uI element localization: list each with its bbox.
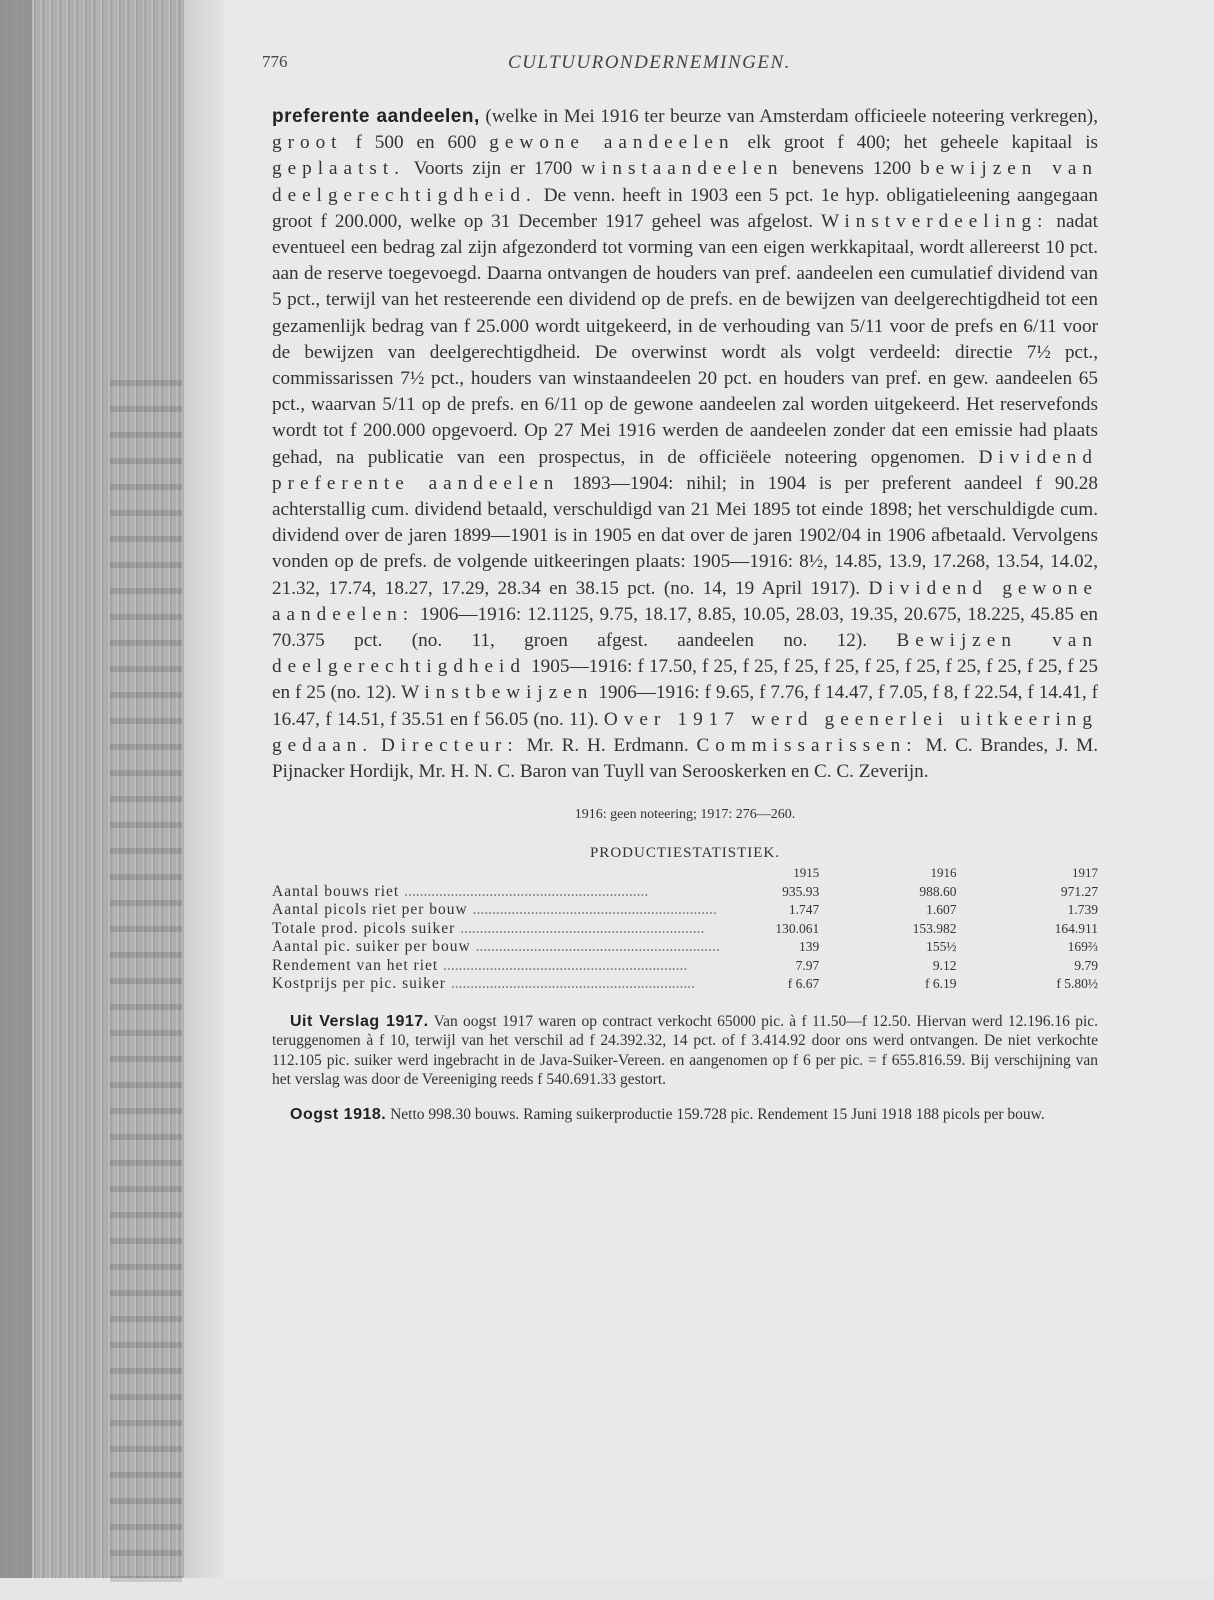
cell-value: 169⅔ xyxy=(1067,939,1098,955)
row-label xyxy=(272,957,720,976)
spaced-term: Winstbewijzen xyxy=(401,682,594,704)
spaced-term: Dividend gewone aandeelen: xyxy=(272,577,1098,625)
spaced-term: geplaatst. xyxy=(272,158,405,180)
table-header-row xyxy=(272,864,1098,883)
note-text: Van oogst 1917 waren op contract verkocht 65000 pic. à f 11.50—f 12.50. Hiervan werd 12.196.16 pic. teruggenomen à f 10, terwijl van het verschil ad f 24.392.32, 14 pct. of f 3.414.92 door ons werd ontvangen. De niet verkochte 112.105 pic. suiker werd ingebracht in de Java-Suiker-Vereen. en aangenomen op f 6 per pic. = f 655.816.59. Bij verschijning van het verslag was door de Vereeniging reeds f 540.691.33 gestort. xyxy=(272,1012,1099,1089)
row-label xyxy=(272,938,720,957)
text-segment: 1893—1904: nihil; in 1904 is per preferent aandeel f 90.28 achterstallig cum. dividend betaald, verschuldigd van 21 Mei 1895 tot einde 1898; het verschuldigde cum. dividend over de jaren 1899—1901 is in 1905 en dat over de jaren 1902/04 in 1906 afbetaald. Vervolgens vonden op de prefs. de volgende uitkeeringen plaats: 1905—1916: 8½, 14.85, 13.9, 17.268, 13.54, 14.02, 21.32, 17.74, 18.27, 17.29, 28.34 en 38.15 pct. (no. 14, 19 April 1917). xyxy=(272,472,1098,599)
row-label-text: Rendement van het riet xyxy=(272,956,439,974)
cell-value: 155½ xyxy=(926,939,957,955)
year-header: 1915 xyxy=(793,865,820,881)
production-statistics-table xyxy=(272,864,1098,994)
label-column-header xyxy=(272,864,720,883)
cell-value: 1.739 xyxy=(1067,902,1098,918)
text-segment: 1906—1916: 12.1125, 9.75, 18.17, 8.85, 10.05, 28.03, 19.35, 20.675, 18.225, 45.85 en 70.375 pct. (no. 11, groen afgest. aandeelen no. 12). xyxy=(272,603,1098,652)
year-header: 1917 xyxy=(1072,865,1098,881)
spaced-term: gewone aandeelen xyxy=(489,132,735,154)
text-segment: Voorts zijn er 1700 xyxy=(405,158,582,180)
table-row xyxy=(272,975,1098,994)
running-head-title: CULTUURONDERNEMINGEN. xyxy=(508,52,791,73)
year-header: 1916 xyxy=(930,865,957,881)
spaced-term: bewijzen van deelgerechtigdheid. xyxy=(272,158,1098,206)
spaced-term: groot xyxy=(272,132,343,154)
row-label xyxy=(272,920,720,939)
text-segment: nadat eventueel een bedrag zal zijn afgezonderd tot vorming van een eigen werkkapitaal, wordt allereerst 10 pct. aan de reserve toegevoegd. Daarna ontvangen de houders van pref. aandeelen een cumulatief dividend van 5 pct., terwijl van het resteerende een dividend op de prefs. en de bewijzen van deelgerechtigdheid tot een gezamenlijk bedrag van f 25.000 wordt uitgekeerd, in de verhouding van 5/11 voor de prefs en 6/11 voor de bewijzen van deelgerechtigdheid. De overwinst wordt als volgt verdeeld: directie 7½ pct., commissarissen 7½ pct., houders van winstaandeelen 20 pct. en houders van pref. en gew. aandeelen 65 pct., waarvan 5/11 op de prefs. en 6/11 op de gewone aandeelen zal worden uitgekeerd. Het reservefonds wordt tot f 200.000 opgevoerd. Op 27 Mei 1916 werden de aandeelen zonder dat een emissie had plaats gehad, na publicatie van een prospectus, in de officiëele noteering opgenomen. xyxy=(272,210,1098,468)
cell-value: 139 xyxy=(798,939,820,955)
row-label-text: Aantal pic. suiker per bouw xyxy=(272,938,471,956)
row-label-text: Aantal bouws riet xyxy=(272,882,400,900)
spaced-term: Winstverdeeling: xyxy=(821,210,1049,232)
table-row xyxy=(272,938,1098,957)
row-label xyxy=(272,901,720,920)
cell-value: 9.79 xyxy=(1074,957,1098,973)
cell-value: f 6.67 xyxy=(787,976,820,992)
spaced-term: Commissarissen: xyxy=(696,734,918,756)
spaced-term: Dividend preferente aandeelen xyxy=(272,446,1098,494)
row-label xyxy=(272,883,720,902)
page-content xyxy=(262,46,1099,1140)
note-text: Netto 998.30 bouws. Raming suikerproductie 159.728 pic. Rendement 15 Juni 1918 188 picols per bouw. xyxy=(386,1106,1045,1124)
cell-value: 164.911 xyxy=(1054,920,1098,936)
table-row xyxy=(272,883,1098,902)
text-segment: elk groot f 400; het geheele kapitaal is xyxy=(734,132,1098,154)
table-row xyxy=(272,901,1098,920)
leader-dots: ............................................................... xyxy=(443,956,688,974)
cell-value: 153.982 xyxy=(912,920,957,936)
table-row xyxy=(272,957,1098,976)
text-segment: 1905—1916: f 17.50, f 25, f 25, f 25, f 25, f 25, f 25, f 25, f 25, f 25, f 25 en f 25 (no. 12). xyxy=(272,656,1098,704)
text-segment: f 500 en 600 xyxy=(342,132,490,154)
cell-value: 1.607 xyxy=(926,902,957,918)
row-label-text: Kostprijs per pic. suiker xyxy=(272,975,446,993)
page-gutter-shadow xyxy=(184,0,224,1578)
spaced-term: winstaandeelen xyxy=(581,158,784,180)
cell-value: f 6.19 xyxy=(925,976,957,992)
text-segment: 1906—1916: f 9.65, f 7.76, f 14.47, f 7.05, f 8, f 22.54, f 14.41, f 16.47, f 14.51, f 35.51 en f 56.05 (no. 11). xyxy=(272,682,1098,730)
cell-value: 971.27 xyxy=(1060,883,1098,899)
page-number: 776 xyxy=(262,52,288,71)
note-heading: Oogst 1918. xyxy=(290,1106,387,1124)
spaced-term: Directeur: xyxy=(380,734,519,756)
row-label-text: Aantal picols riet per bouw xyxy=(272,901,468,919)
text-segment: Mr. R. H. Erdmann. xyxy=(518,734,697,756)
leader-dots: ............................................................... xyxy=(450,975,695,993)
cell-value: 988.60 xyxy=(919,883,957,899)
row-label-text: Totale prod. picols suiker xyxy=(272,919,456,937)
leader-dots: ............................................................... xyxy=(472,901,717,919)
harvest-1918-note xyxy=(272,1105,1098,1125)
cell-value: 130.061 xyxy=(775,920,820,936)
quotation-line: 1916: geen noteering; 1917: 276—260. xyxy=(574,807,796,823)
spaced-term: Over 1917 werd geenerlei uitkeering gedaan. xyxy=(272,708,1098,756)
cell-value: 9.12 xyxy=(932,957,957,973)
text-segment: benevens 1200 xyxy=(783,158,921,180)
text-segment: (welke in Mei 1916 ter beurze van Amsterdam officieele noteering verkregen), xyxy=(479,106,1098,127)
cell-value: 1.747 xyxy=(788,902,820,918)
report-1917-note xyxy=(272,1012,1098,1090)
leader-dots: ............................................................... xyxy=(460,919,705,937)
note-heading: Uit Verslag 1917. xyxy=(290,1012,429,1030)
lead-heading: preferente aandeelen, xyxy=(272,106,480,127)
company-description-paragraph xyxy=(272,104,1098,785)
cell-value: f 5.80½ xyxy=(1056,976,1098,992)
row-label xyxy=(272,975,720,994)
spaced-term: Bewijzen van deelgerechtigdheid xyxy=(272,630,1098,678)
cell-value: 7.97 xyxy=(795,957,820,973)
table-row xyxy=(272,920,1098,939)
leader-dots: ............................................................... xyxy=(404,882,649,900)
text-segment: De venn. heeft in 1903 een 5 pct. 1e hyp. obligatieleening aangegaan groot f 200.000, welke op 31 December 1917 geheel was afgelost. xyxy=(272,184,1098,232)
stats-title: PRODUCTIESTATISTIEK. xyxy=(589,845,781,862)
book-page-edges xyxy=(0,0,184,1578)
cell-value: 935.93 xyxy=(782,883,820,899)
text-segment xyxy=(373,735,381,756)
text-segment: M. C. Brandes, J. M. Pijnacker Hordijk, Mr. H. N. C. Baron van Tuyll van Serooskerken en C. C. Zeverijn. xyxy=(272,734,1099,783)
running-head xyxy=(262,46,1098,86)
leader-dots: ............................................................... xyxy=(475,938,720,956)
